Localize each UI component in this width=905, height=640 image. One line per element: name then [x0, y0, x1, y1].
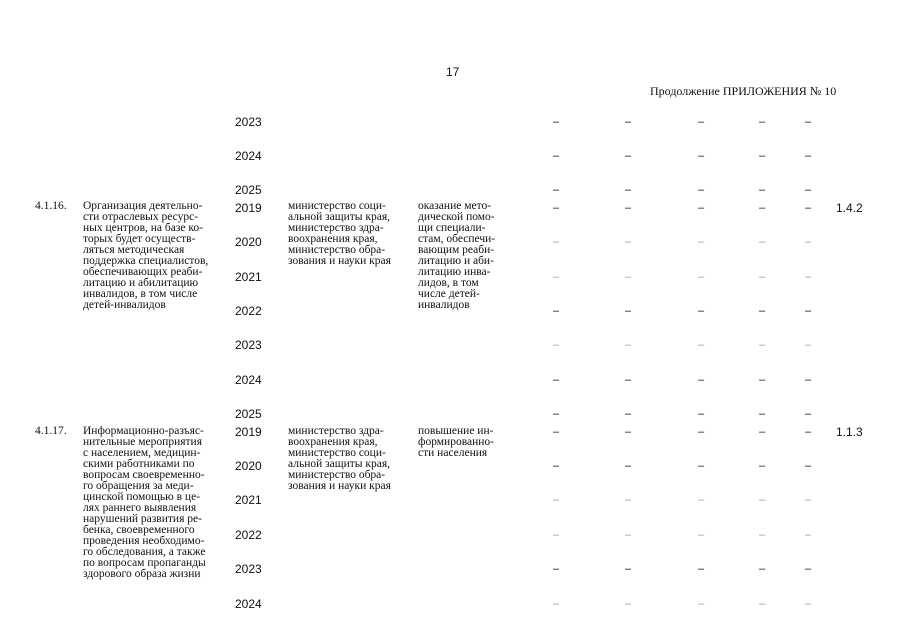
- dash-cell: –: [804, 184, 812, 196]
- dash-cell: –: [804, 236, 812, 248]
- indicator-4-1-17: 1.1.3: [836, 425, 863, 439]
- year-label: 2020: [235, 235, 262, 249]
- description-line: проведения необходимо-: [83, 535, 205, 547]
- indicator-4-1-16: 1.4.2: [836, 201, 863, 215]
- dash-cell: –: [552, 236, 560, 248]
- year-label: 2021: [235, 493, 262, 507]
- dash-cell: –: [804, 305, 812, 317]
- description-line: инвалидов, в том числе: [83, 288, 198, 300]
- description-line: го обследования, а также: [83, 546, 206, 558]
- result-line: щи специали-: [418, 222, 486, 234]
- dash-cell: –: [624, 529, 632, 541]
- dash-cell: –: [697, 339, 705, 351]
- dash-cell: –: [697, 529, 705, 541]
- dash-cell: –: [624, 408, 632, 420]
- description-line: нительные мероприятия: [83, 436, 202, 448]
- year-label: 2024: [235, 149, 262, 163]
- executor-line: зования и науки края: [288, 255, 391, 267]
- executors-4-1-17: [288, 426, 391, 492]
- result-4-1-17: [418, 426, 494, 459]
- year-label: 2023: [235, 338, 262, 352]
- dash-cell: –: [758, 563, 766, 575]
- dash-cell: –: [552, 202, 560, 214]
- dash-cell: –: [624, 150, 632, 162]
- dash-cell: –: [552, 426, 560, 438]
- dash-cell: –: [624, 202, 632, 214]
- executor-line: министерство обра-: [288, 244, 386, 256]
- dash-cell: –: [624, 460, 632, 472]
- description-line: бенка, своевременного: [83, 524, 195, 536]
- dash-cell: –: [758, 494, 766, 506]
- year-label: 2023: [235, 562, 262, 576]
- result-line: оказание мето-: [418, 200, 492, 212]
- dash-cell: –: [758, 374, 766, 386]
- year-label: 2024: [235, 597, 262, 611]
- dash-cell: –: [758, 116, 766, 128]
- result-line: числе детей-: [418, 288, 480, 300]
- dash-cell: –: [758, 408, 766, 420]
- description-line: торых будет осуществ-: [83, 233, 196, 245]
- executor-line: министерство обра-: [288, 469, 386, 481]
- dash-cell: –: [552, 305, 560, 317]
- result-line: формированно-: [418, 436, 494, 448]
- description-line: Информационно-разъяс-: [83, 425, 204, 437]
- executor-line: министерство соци-: [288, 200, 386, 212]
- dash-cell: –: [552, 116, 560, 128]
- dash-cell: –: [804, 426, 812, 438]
- dash-cell: –: [552, 494, 560, 506]
- dash-cell: –: [624, 494, 632, 506]
- dash-cell: –: [552, 374, 560, 386]
- description-line: обеспечивающих реаби-: [83, 266, 203, 278]
- description-line: сти отраслевых ресурс-: [83, 211, 199, 223]
- description-line: ных центров, на базе ко-: [83, 222, 203, 234]
- dash-cell: –: [804, 460, 812, 472]
- dash-cell: –: [552, 529, 560, 541]
- dash-cell: –: [697, 271, 705, 283]
- item-number-4-1-17: 4.1.17.: [35, 425, 67, 437]
- dash-cell: –: [697, 494, 705, 506]
- dash-cell: –: [697, 460, 705, 472]
- dash-cell: –: [697, 598, 705, 610]
- dash-cell: –: [552, 460, 560, 472]
- result-line: сти населения: [418, 447, 488, 459]
- description-line: го обращения за меди-: [83, 480, 194, 492]
- dash-cell: –: [758, 184, 766, 196]
- result-line: повышение ин-: [418, 425, 494, 437]
- continuation-label: Продолжение ПРИЛОЖЕНИЯ № 10: [650, 84, 837, 98]
- dash-cell: –: [758, 460, 766, 472]
- year-label: 2022: [235, 528, 262, 542]
- executor-line: альной защиты края,: [288, 458, 391, 470]
- description-line: цинской помощью в це-: [83, 491, 201, 503]
- dash-cell: –: [758, 529, 766, 541]
- year-label: 2024: [235, 373, 262, 387]
- dash-cell: –: [758, 598, 766, 610]
- dash-cell: –: [804, 408, 812, 420]
- year-label: 2021: [235, 270, 262, 284]
- executor-line: министерство здра-: [288, 425, 384, 437]
- dash-cell: –: [624, 184, 632, 196]
- result-line: вающим реаби-: [418, 244, 495, 256]
- page-number: 17: [446, 65, 460, 79]
- dash-cell: –: [758, 150, 766, 162]
- description-line: лях раннего выявления: [83, 502, 197, 514]
- executor-line: министерство соци-: [288, 447, 386, 459]
- dash-cell: –: [552, 598, 560, 610]
- executor-line: воохранения края,: [288, 436, 378, 448]
- year-label: 2019: [235, 425, 262, 439]
- dash-cell: –: [697, 305, 705, 317]
- year-label: 2025: [235, 183, 262, 197]
- description-line: по вопросам пропаганды: [83, 557, 206, 569]
- year-label: 2025: [235, 407, 262, 421]
- description-line: литацию и абилитацию: [83, 277, 199, 289]
- dash-cell: –: [697, 236, 705, 248]
- result-4-1-16: [418, 201, 495, 311]
- dash-cell: –: [624, 374, 632, 386]
- executor-line: альной защиты края,: [288, 211, 391, 223]
- description-line: вопросам своевременно-: [83, 469, 205, 481]
- dash-cell: –: [552, 271, 560, 283]
- result-line: литацию инва-: [418, 266, 491, 278]
- year-label: 2019: [235, 201, 262, 215]
- description-line: ляться методическая: [83, 244, 185, 256]
- dash-cell: –: [804, 202, 812, 214]
- executor-line: воохранения края,: [288, 233, 378, 245]
- dash-cell: –: [552, 339, 560, 351]
- description-line: скими работниками по: [83, 458, 195, 470]
- dash-cell: –: [697, 426, 705, 438]
- executor-line: зования и науки края: [288, 480, 391, 492]
- dash-cell: –: [804, 271, 812, 283]
- dash-cell: –: [697, 563, 705, 575]
- dash-cell: –: [697, 116, 705, 128]
- dash-cell: –: [552, 563, 560, 575]
- dash-cell: –: [804, 563, 812, 575]
- dash-cell: –: [697, 184, 705, 196]
- dash-cell: –: [758, 339, 766, 351]
- dash-cell: –: [758, 202, 766, 214]
- dash-cell: –: [804, 529, 812, 541]
- result-line: дической помо-: [418, 211, 495, 223]
- dash-cell: –: [697, 202, 705, 214]
- result-line: инвалидов: [418, 299, 470, 311]
- dash-cell: –: [804, 598, 812, 610]
- result-line: лидов, в том: [418, 277, 479, 289]
- dash-cell: –: [758, 305, 766, 317]
- dash-cell: –: [804, 150, 812, 162]
- dash-cell: –: [697, 374, 705, 386]
- dash-cell: –: [758, 271, 766, 283]
- dash-cell: –: [552, 150, 560, 162]
- description-line: Организация деятельно-: [83, 200, 203, 212]
- dash-cell: –: [804, 494, 812, 506]
- description-line: поддержка специалистов,: [83, 255, 209, 267]
- description-line: здорового образа жизни: [83, 568, 201, 580]
- dash-cell: –: [624, 116, 632, 128]
- executor-line: министерство здра-: [288, 222, 384, 234]
- executors-4-1-16: [288, 201, 391, 267]
- description-line: нарушений развития ре-: [83, 513, 202, 525]
- item-description-4-1-17: [83, 426, 225, 580]
- dash-cell: –: [624, 563, 632, 575]
- description-line: детей-инвалидов: [83, 299, 166, 311]
- dash-cell: –: [624, 305, 632, 317]
- dash-cell: –: [758, 236, 766, 248]
- dash-cell: –: [804, 339, 812, 351]
- dash-cell: –: [624, 426, 632, 438]
- result-line: литацию и аби-: [418, 255, 494, 267]
- dash-cell: –: [552, 408, 560, 420]
- year-label: 2020: [235, 459, 262, 473]
- dash-cell: –: [624, 339, 632, 351]
- result-line: стам, обеспечи-: [418, 233, 496, 245]
- dash-cell: –: [624, 236, 632, 248]
- dash-cell: –: [697, 150, 705, 162]
- dash-cell: –: [552, 184, 560, 196]
- item-number-4-1-16: 4.1.16.: [35, 200, 67, 212]
- year-label: 2022: [235, 304, 262, 318]
- year-label: 2023: [235, 115, 262, 129]
- dash-cell: –: [804, 374, 812, 386]
- item-description-4-1-16: [83, 201, 225, 311]
- dash-cell: –: [624, 271, 632, 283]
- dash-cell: –: [758, 426, 766, 438]
- dash-cell: –: [624, 598, 632, 610]
- dash-cell: –: [804, 116, 812, 128]
- description-line: с населением, медицин-: [83, 447, 201, 459]
- dash-cell: –: [697, 408, 705, 420]
